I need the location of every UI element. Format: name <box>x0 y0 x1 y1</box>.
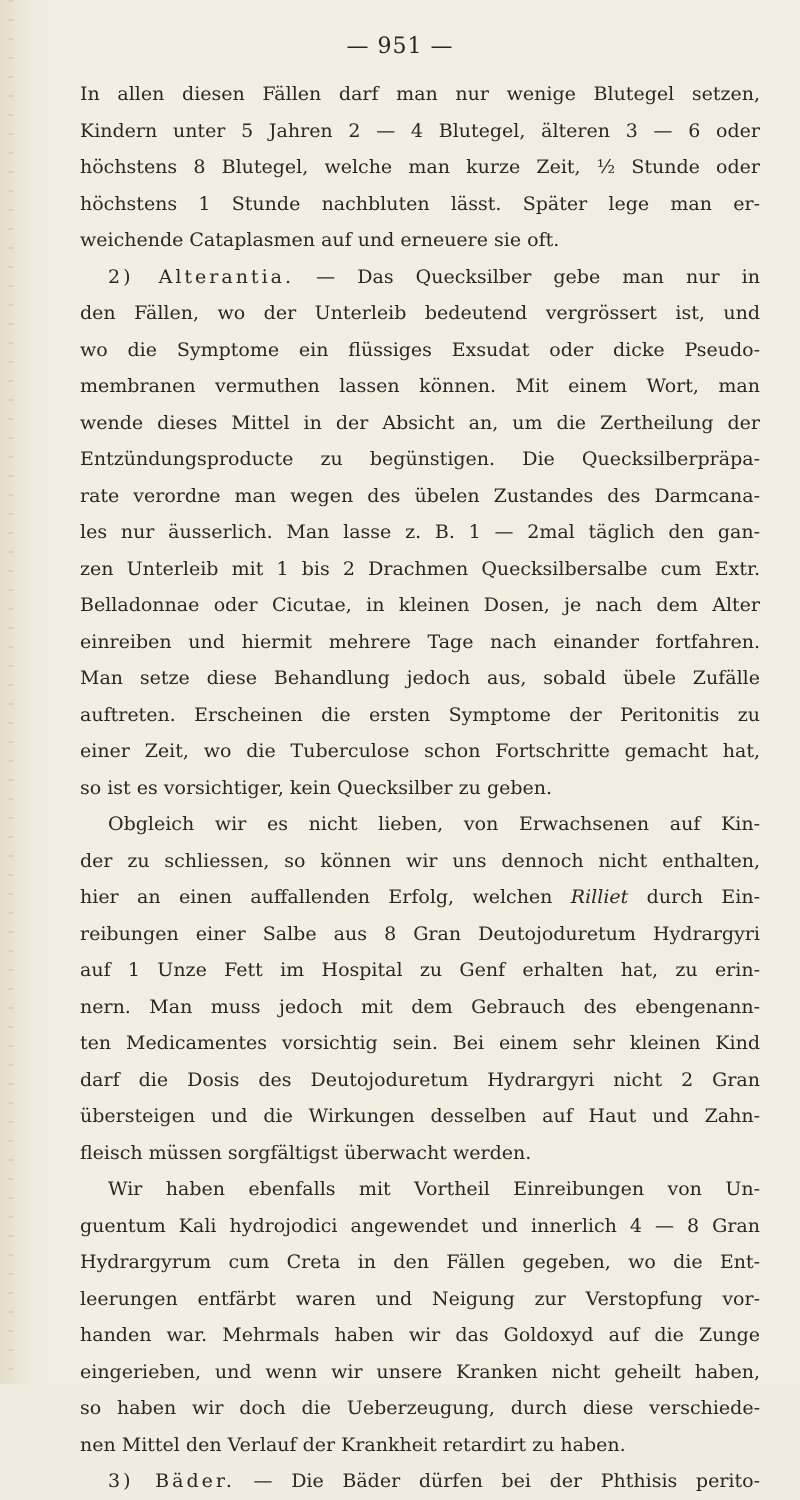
text-line <box>80 514 760 551</box>
text-line <box>80 368 760 405</box>
line-text: den Fällen, wo der Unterleib bedeutend vergrössert ist, und <box>80 302 760 324</box>
text-line <box>80 332 760 369</box>
line-text: handen war. Mehrmals haben wir das Goldoxyd auf die Zunge <box>80 1324 760 1346</box>
text-line <box>80 660 760 697</box>
text-line <box>80 1062 760 1099</box>
text-line <box>80 113 760 150</box>
line-text: so ist es vorsichtiger, kein Quecksilber zu geben. <box>80 776 553 799</box>
line-text: membranen vermuthen lassen können. Mit einem Wort, man <box>80 375 760 397</box>
text-line <box>80 916 760 953</box>
line-text-continued: durch Ein- <box>628 886 761 908</box>
line-text: leerungen entfärbt waren und Neigung zur Verstopfung vor- <box>80 1287 760 1310</box>
page-margin-edge <box>8 0 14 1384</box>
line-text: Belladonnae oder Cicutae, in kleinen Dosen, je nach dem Alter <box>80 594 760 616</box>
text-line <box>80 76 760 113</box>
text-line <box>80 587 760 624</box>
line-text: Hydrargyrum cum Creta in den Fällen gegeben, wo die Ent- <box>80 1251 760 1273</box>
line-text: auftreten. Erscheinen die ersten Symptome der Peritonitis zu <box>80 703 760 726</box>
text-line <box>80 1427 760 1464</box>
line-text: — Das Quecksilber gebe man nur in <box>294 265 760 288</box>
line-text: auf 1 Unze Fett im Hospital zu Genf erhalten hat, zu erin- <box>80 959 760 981</box>
section-heading: 3) Bäder. <box>108 1470 235 1492</box>
text-line <box>80 1354 760 1391</box>
line-text: Obgleich wir es nicht lieben, von Erwachsenen auf Kin- <box>108 813 760 835</box>
line-text: so haben wir doch die Ueberzeugung, durch diese verschiede- <box>80 1397 760 1419</box>
text-line <box>80 733 760 770</box>
line-text: — Die Bäder dürfen bei der Phthisis perito- <box>234 1470 760 1492</box>
text-line <box>80 1244 760 1281</box>
text-line <box>80 186 760 223</box>
text-line <box>80 1463 760 1500</box>
text-line <box>80 843 760 880</box>
text-line <box>80 1098 760 1135</box>
text-line <box>80 295 760 332</box>
text-line <box>80 551 760 588</box>
page-number: — 951 — <box>346 34 454 59</box>
line-text: nen Mittel den Verlauf der Krankheit retardirt zu haben. <box>80 1433 626 1456</box>
text-line <box>80 1135 760 1172</box>
line-text: einer Zeit, wo die Tuberculose schon Fortschritte gemacht hat, <box>80 740 760 762</box>
line-text: Kindern unter 5 Jahren 2 — 4 Blutegel, älteren 3 — 6 oder <box>80 119 760 142</box>
line-text: höchstens 8 Blutegel, welche man kurze Zeit, ½ Stunde oder <box>80 156 760 178</box>
text-line <box>80 441 760 478</box>
line-text: nern. Man muss jedoch mit dem Gebrauch des ebengenann- <box>80 995 760 1018</box>
line-text: weichende Cataplasmen auf und erneuere sie oft. <box>80 229 560 251</box>
line-text: ten Medicamentes vorsichtig sein. Bei einem sehr kleinen Kind <box>80 1032 760 1054</box>
text-line <box>80 478 760 515</box>
author-name: Rilliet <box>570 886 629 908</box>
line-text: eingerieben, und wenn wir unsere Kranken nicht geheilt haben, <box>80 1360 760 1383</box>
text-line <box>80 1025 760 1062</box>
text-line <box>80 806 760 843</box>
line-text: Wir haben ebenfalls mit Vortheil Einreibungen von Un- <box>108 1178 760 1200</box>
text-line <box>80 1390 760 1427</box>
line-text: wende dieses Mittel in der Absicht an, um die Zertheilung der <box>80 411 760 434</box>
text-line <box>80 1317 760 1354</box>
line-text: höchstens 1 Stunde nachbluten lässt. Später lege man er- <box>80 192 760 215</box>
text-line <box>80 149 760 186</box>
line-text: rate verordne man wegen des übelen Zustandes des Darmcana- <box>80 484 760 507</box>
line-text: übersteigen und die Wirkungen desselben auf Haut und Zahn- <box>80 1105 760 1127</box>
line-text: les nur äusserlich. Man lasse z. B. 1 — 2mal täglich den gan- <box>80 521 760 543</box>
line-text: darf die Dosis des Deutojoduretum Hydrargyri nicht 2 Gran <box>80 1068 760 1091</box>
body-text <box>80 76 760 1500</box>
text-line <box>80 952 760 989</box>
text-line <box>80 1281 760 1318</box>
line-text: Entzündungsproducte zu begünstigen. Die Quecksilberpräpa- <box>80 448 760 470</box>
text-line <box>80 405 760 442</box>
line-text: fleisch müssen sorgfältigst überwacht werden. <box>80 1141 532 1164</box>
line-text: einreiben und hiermit mehrere Tage nach einander fortfahren. <box>80 630 760 653</box>
text-line <box>80 1171 760 1208</box>
line-text: zen Unterleib mit 1 bis 2 Drachmen Quecksilbersalbe cum Extr. <box>80 557 760 580</box>
text-line <box>80 697 760 734</box>
text-line <box>80 879 760 916</box>
line-text: hier an einen auffallenden Erfolg, welchen <box>80 886 571 908</box>
section-heading: 2) Alterantia. <box>108 265 295 288</box>
line-text: Man setze diese Behandlung jedoch aus, sobald übele Zufälle <box>80 667 760 689</box>
text-line <box>80 222 760 259</box>
line-text: wo die Symptome ein flüssiges Exsudat oder dicke Pseudo- <box>80 338 760 361</box>
text-line <box>80 770 760 807</box>
text-line <box>80 1208 760 1245</box>
text-line <box>80 259 760 296</box>
text-line <box>80 989 760 1026</box>
line-text: reibungen einer Salbe aus 8 Gran Deutojoduretum Hydrargyri <box>80 922 760 945</box>
text-line <box>80 624 760 661</box>
line-text: In allen diesen Fällen darf man nur wenige Blutegel setzen, <box>80 83 760 105</box>
line-text: der zu schliessen, so können wir uns dennoch nicht enthalten, <box>80 849 760 872</box>
line-text: guentum Kali hydrojodici angewendet und innerlich 4 — 8 Gran <box>80 1214 760 1237</box>
